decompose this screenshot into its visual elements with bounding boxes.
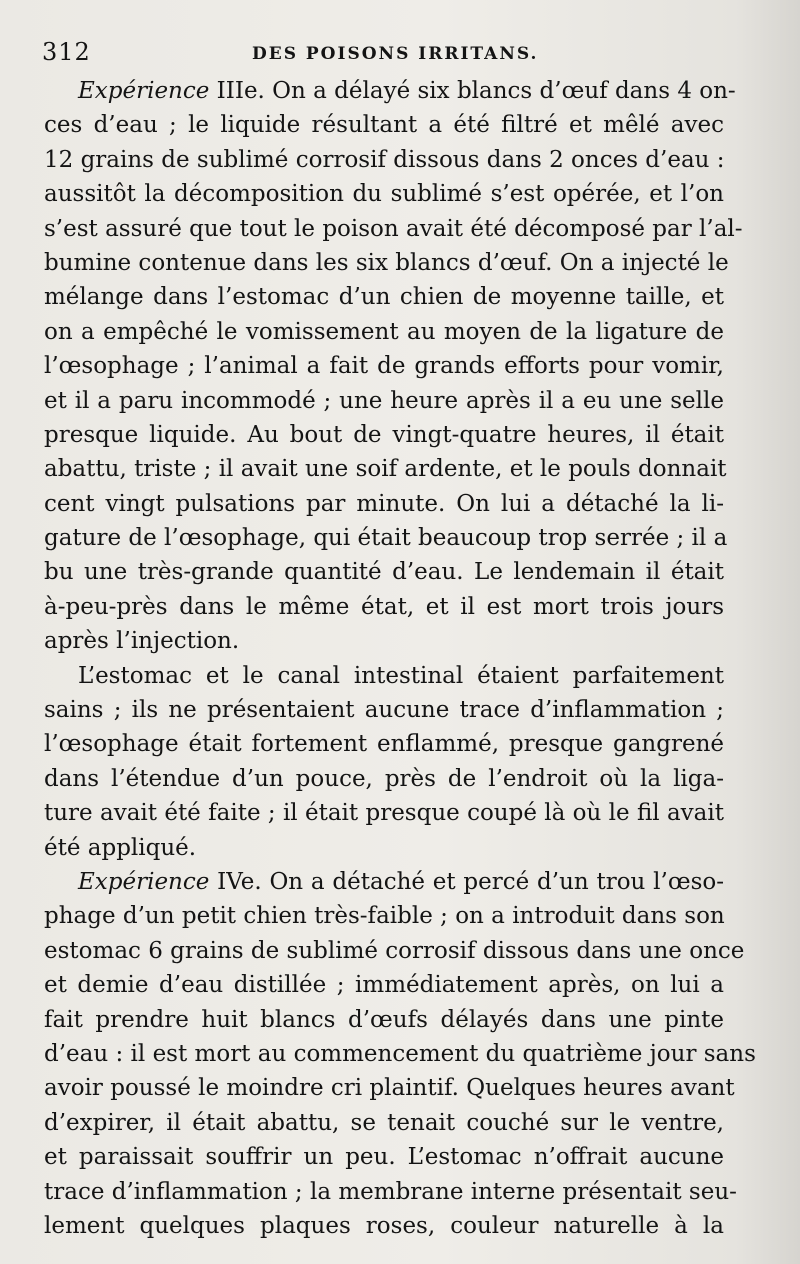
text-line: lement quelques plaques roses, couleur naturelle à la	[44, 1212, 724, 1239]
text-line: l’œsophage ; l’animal a fait de grands efforts pour vomir,	[44, 353, 724, 380]
page-header	[42, 38, 742, 72]
paragraph-experience-3	[44, 74, 743, 659]
text-line: sains ; ils ne présentaient aucune trace d’inflammation ;	[44, 697, 724, 724]
text-line: à-peu-près dans le même état, et il est mort trois jours	[44, 593, 724, 620]
text-line: abattu, triste ; il avait une soif ardente, et le pouls donnait	[44, 456, 727, 483]
experiment-label: Expérience	[78, 78, 210, 104]
text-line: mélange dans l’estomac d’un chien de moyenne taille, et	[44, 284, 724, 311]
text-line: et il a paru incommodé ; une heure après il a eu une selle	[44, 387, 724, 414]
text-line: ture avait été faite ; il était presque coupé là où le fil avait	[44, 800, 724, 827]
text-line: et demie d’eau distillée ; immédiatement après, on lui a	[44, 972, 724, 999]
text-line: d’eau : il est mort au commencement du quatrième jour sans	[44, 1040, 756, 1067]
text-line: aussitôt la décomposition du sublimé s’est opérée, et l’on	[44, 181, 724, 208]
text-line: phage d’un petit chien très-faible ; on a introduit dans son	[44, 903, 725, 930]
text-line: ces d’eau ; le liquide résultant a été filtré et mêlé avec	[44, 112, 724, 139]
text-line: dans l’étendue d’un pouce, près de l’endroit où la liga-	[44, 765, 724, 792]
text-line: Expérience IIIe. On a délayé six blancs d’œuf dans 4 on-	[78, 78, 736, 104]
text-line: gature de l’œsophage, qui était beaucoup trop serrée ; il a	[44, 525, 728, 552]
text-line: cent vingt pulsations par minute. On lui a détaché la li-	[44, 490, 724, 517]
text-line: été appliqué.	[44, 834, 197, 861]
text-line: presque liquide. Au bout de vingt-quatre heures, il était	[44, 421, 724, 448]
experiment-label: Expérience	[78, 868, 210, 895]
text-line: on a empêché le vomissement au moyen de la ligature de	[44, 318, 724, 345]
text-line: Expérience IVe. On a détaché et percé d’un trou l’œso-	[78, 868, 724, 895]
text-line: 12 grains de sublimé corrosif dissous dans 2 onces d’eau :	[44, 146, 725, 173]
text-line: avoir poussé le moindre cri plaintif. Quelques heures avant	[44, 1075, 735, 1102]
text-line: et paraissait souffrir un peu. L’estomac n’offrait aucune	[44, 1144, 724, 1171]
body-text	[44, 74, 756, 1243]
text-line: L’estomac et le canal intestinal étaient parfaitement	[78, 662, 724, 689]
text-line: bu une très-grande quantité d’eau. Le lendemain il était	[44, 559, 724, 586]
paragraph-observations	[44, 659, 724, 865]
paragraph-experience-4	[44, 865, 756, 1243]
text-line: d’expirer, il était abattu, se tenait couché sur le ventre,	[44, 1109, 724, 1136]
text-line: bumine contenue dans les six blancs d’œuf. On a injecté le	[44, 249, 729, 276]
page-number: 312	[42, 38, 91, 66]
text-line: s’est assuré que tout le poison avait été décomposé par l’al-	[44, 215, 743, 242]
text-line: après l’injection.	[44, 628, 240, 655]
text-line: trace d’inflammation ; la membrane interne présentait seu-	[44, 1178, 737, 1205]
text-line: l’œsophage était fortement enflammé, presque gangrené	[44, 731, 724, 758]
text-line: estomac 6 grains de sublimé corrosif dissous dans une once	[44, 937, 745, 964]
text-line: fait prendre huit blancs d’œufs délayés dans une pinte	[44, 1006, 724, 1033]
running-head: DES POISONS IRRITANS.	[252, 44, 539, 64]
